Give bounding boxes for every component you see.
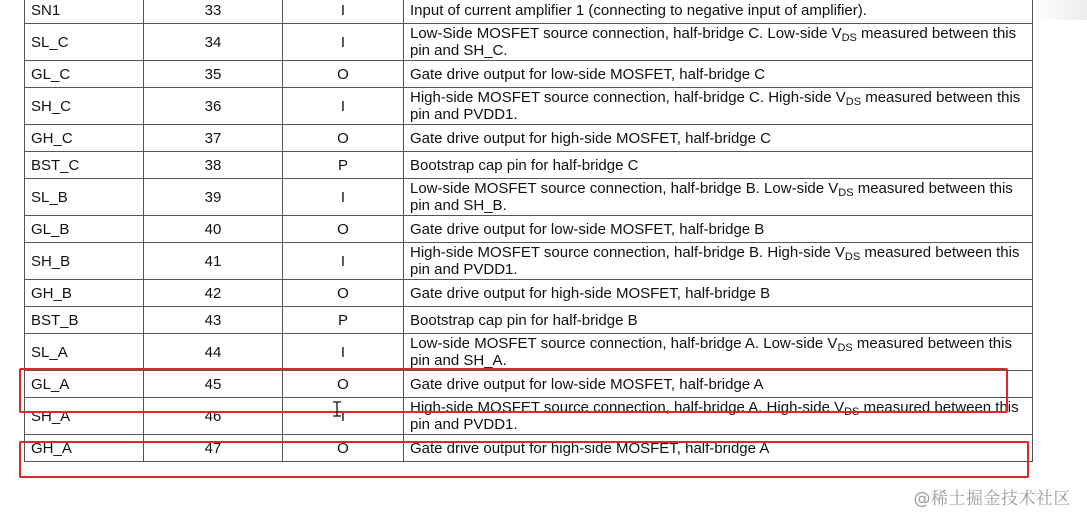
watermark: @稀土掘金技术社区 bbox=[913, 489, 1071, 509]
pin-number-cell: 33 bbox=[144, 0, 283, 24]
pin-name-cell: GH_C bbox=[25, 125, 144, 152]
pin-name-cell: GL_B bbox=[25, 216, 144, 243]
table-row bbox=[25, 435, 1033, 462]
table-row bbox=[25, 24, 1033, 61]
description-text-continued: measured between this pin and PVDD1. bbox=[410, 244, 1020, 278]
pin-type-cell: O bbox=[283, 280, 404, 307]
pin-number-cell: 42 bbox=[144, 280, 283, 307]
pin-type-cell: P bbox=[283, 152, 404, 179]
description-text: Low-side MOSFET source connection, half-bridge B. Low-side V bbox=[410, 180, 839, 197]
pin-type-cell: I bbox=[283, 24, 404, 61]
pin-name-cell: SL_C bbox=[25, 24, 144, 61]
description-text-continued: measured between this pin and SH_A. bbox=[410, 335, 1012, 369]
table-row bbox=[25, 334, 1033, 371]
table-row bbox=[25, 280, 1033, 307]
description-text: Gate drive output for low-side MOSFET, half-bridge A bbox=[410, 375, 764, 393]
pin-number-cell: 45 bbox=[144, 371, 283, 398]
pin-type-cell: I bbox=[283, 179, 404, 216]
pin-description-cell bbox=[404, 88, 1033, 125]
pin-number-cell: 37 bbox=[144, 125, 283, 152]
pin-number-cell: 43 bbox=[144, 307, 283, 334]
subscript-text: DS bbox=[841, 32, 857, 44]
pin-description-cell bbox=[404, 371, 1033, 398]
description-text: Gate drive output for low-side MOSFET, half-bridge B bbox=[410, 220, 765, 238]
pin-number-cell: 38 bbox=[144, 152, 283, 179]
table-row bbox=[25, 398, 1033, 435]
pin-description-cell bbox=[404, 24, 1033, 61]
table-row bbox=[25, 179, 1033, 216]
pin-description-cell bbox=[404, 0, 1033, 24]
scroll-shadow bbox=[1035, 0, 1087, 20]
pin-type-cell: I bbox=[283, 0, 404, 24]
pin-type-cell: O bbox=[283, 216, 404, 243]
table-row bbox=[25, 88, 1033, 125]
description-text-continued: measured between this pin and PVDD1. bbox=[410, 89, 1021, 123]
pin-number-cell: 40 bbox=[144, 216, 283, 243]
pin-description-cell bbox=[404, 334, 1033, 371]
pin-description-cell bbox=[404, 243, 1033, 280]
pin-name-cell: SH_A bbox=[25, 398, 144, 435]
pin-number-cell: 36 bbox=[144, 88, 283, 125]
pin-number-cell: 39 bbox=[144, 179, 283, 216]
pin-name-cell: BST_B bbox=[25, 307, 144, 334]
description-text-continued: measured between this pin and PVDD1. bbox=[410, 399, 1019, 433]
pin-description-cell bbox=[404, 152, 1033, 179]
pin-number-cell: 41 bbox=[144, 243, 283, 280]
pin-type-cell: O bbox=[283, 435, 404, 462]
table-row bbox=[25, 0, 1033, 24]
description-text: Gate drive output for high-side MOSFET, half-bridge A bbox=[410, 439, 770, 457]
subscript-text: DS bbox=[837, 342, 853, 354]
table-row bbox=[25, 125, 1033, 152]
description-text: Input of current amplifier 1 (connecting to negative input of amplifier). bbox=[410, 1, 867, 19]
table-row bbox=[25, 61, 1033, 88]
text-cursor-icon bbox=[332, 401, 342, 417]
pin-type-cell: P bbox=[283, 307, 404, 334]
description-text: Gate drive output for low-side MOSFET, half-bridge C bbox=[410, 65, 766, 83]
pin-name-cell: SN1 bbox=[25, 0, 144, 24]
pin-function-table bbox=[24, 0, 1033, 462]
pin-number-cell: 34 bbox=[144, 24, 283, 61]
pin-description-cell bbox=[404, 179, 1033, 216]
pin-number-cell: 47 bbox=[144, 435, 283, 462]
subscript-text: DS bbox=[838, 187, 854, 199]
description-text: Gate drive output for high-side MOSFET, half-bridge C bbox=[410, 129, 771, 147]
pin-name-cell: GH_B bbox=[25, 280, 144, 307]
description-text-continued: measured between this pin and SH_B. bbox=[410, 180, 1013, 214]
pin-number-cell: 35 bbox=[144, 61, 283, 88]
pin-name-cell: GL_C bbox=[25, 61, 144, 88]
pin-description-cell bbox=[404, 435, 1033, 462]
pin-number-cell: 44 bbox=[144, 334, 283, 371]
pin-description-cell bbox=[404, 216, 1033, 243]
description-text: Gate drive output for high-side MOSFET, half-bridge B bbox=[410, 284, 771, 302]
description-text-continued: measured between this pin and SH_C. bbox=[410, 25, 1017, 59]
description-text: High-side MOSFET source connection, half-bridge A. High-side V bbox=[410, 399, 845, 416]
description-text: Bootstrap cap pin for half-bridge B bbox=[410, 311, 638, 329]
pin-name-cell: GH_A bbox=[25, 435, 144, 462]
pin-name-cell: GL_A bbox=[25, 371, 144, 398]
pin-description-cell bbox=[404, 125, 1033, 152]
pin-type-cell: I bbox=[283, 398, 404, 435]
pin-name-cell: SL_B bbox=[25, 179, 144, 216]
pin-name-cell: SL_A bbox=[25, 334, 144, 371]
table-row bbox=[25, 371, 1033, 398]
pin-number-cell: 46 bbox=[144, 398, 283, 435]
pin-description-cell bbox=[404, 61, 1033, 88]
description-text: High-side MOSFET source connection, half-bridge C. High-side V bbox=[410, 89, 846, 106]
pin-description-cell bbox=[404, 307, 1033, 334]
pin-type-cell: I bbox=[283, 88, 404, 125]
description-text: Low-side MOSFET source connection, half-bridge A. Low-side V bbox=[410, 335, 838, 352]
pin-description-cell bbox=[404, 398, 1033, 435]
table-row bbox=[25, 216, 1033, 243]
description-text: Bootstrap cap pin for half-bridge C bbox=[410, 156, 639, 174]
table-row bbox=[25, 307, 1033, 334]
pin-table-body bbox=[25, 0, 1033, 462]
pin-name-cell: BST_C bbox=[25, 152, 144, 179]
subscript-text: DS bbox=[844, 406, 860, 418]
description-text: High-side MOSFET source connection, half-bridge B. High-side V bbox=[410, 244, 845, 261]
pin-type-cell: O bbox=[283, 61, 404, 88]
table-row bbox=[25, 152, 1033, 179]
pin-description-cell bbox=[404, 280, 1033, 307]
table-row bbox=[25, 243, 1033, 280]
pin-type-cell: I bbox=[283, 334, 404, 371]
pin-type-cell: O bbox=[283, 371, 404, 398]
pin-type-cell: O bbox=[283, 125, 404, 152]
subscript-text: DS bbox=[844, 251, 861, 263]
pin-type-cell: I bbox=[283, 243, 404, 280]
description-text: Low-Side MOSFET source connection, half-bridge C. Low-side V bbox=[410, 25, 842, 42]
pin-name-cell: SH_C bbox=[25, 88, 144, 125]
subscript-text: DS bbox=[845, 96, 862, 108]
pin-name-cell: SH_B bbox=[25, 243, 144, 280]
